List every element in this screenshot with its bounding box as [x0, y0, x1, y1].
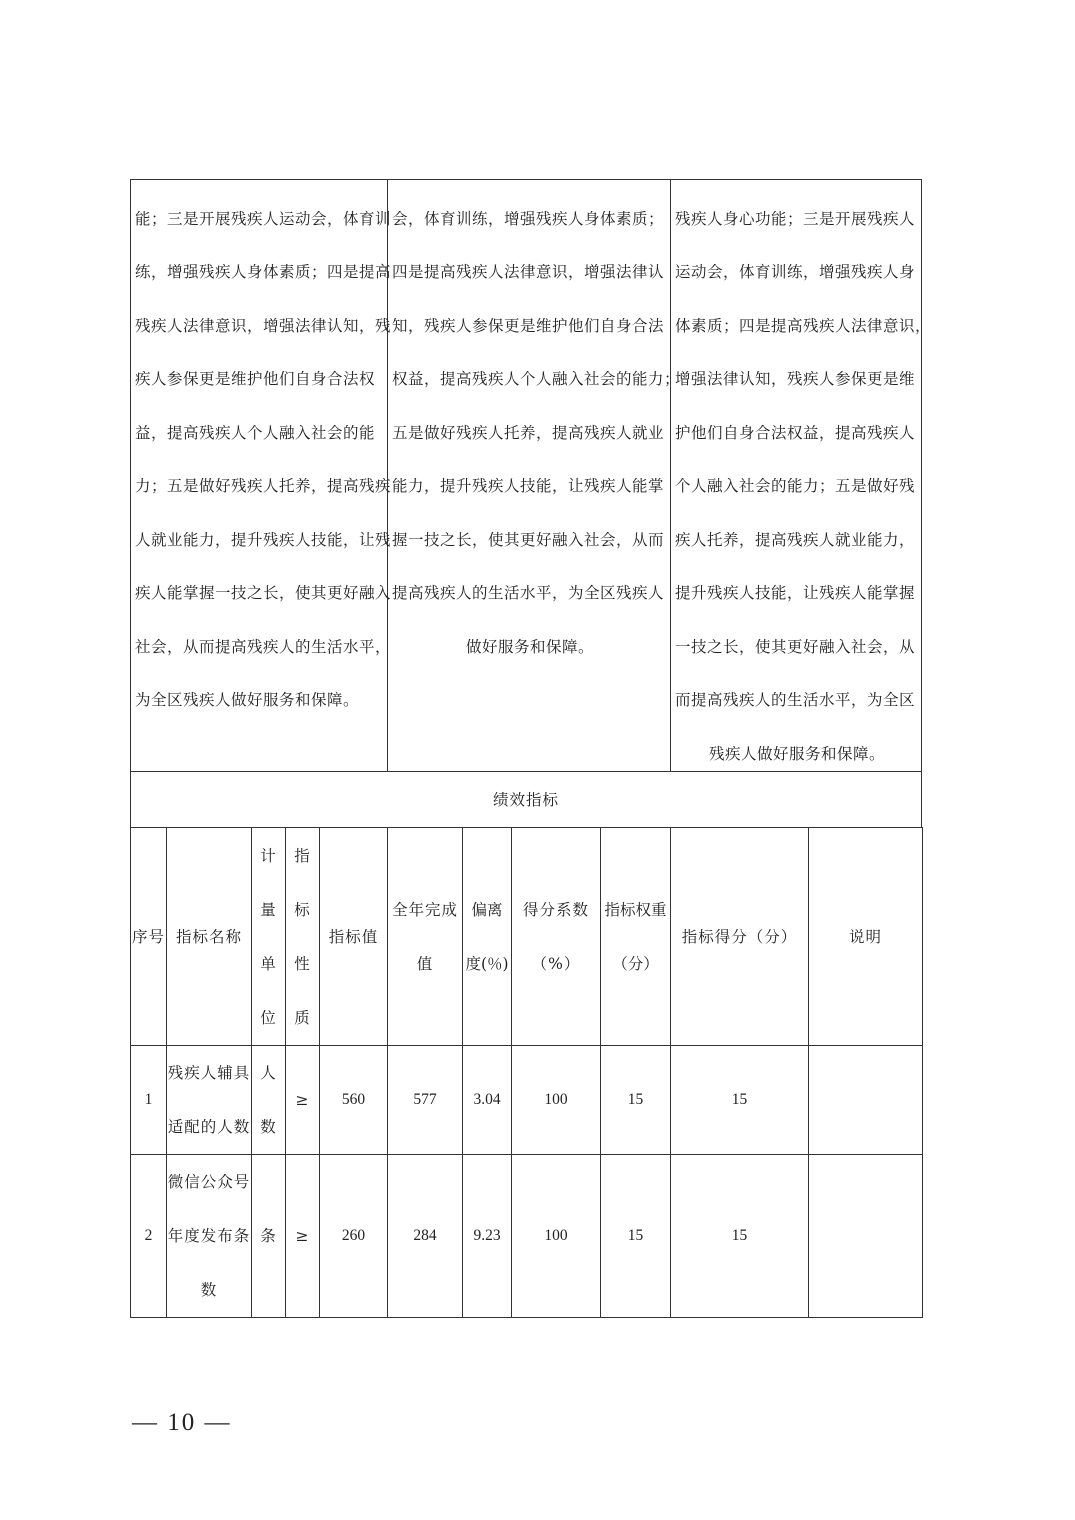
text-line: 练，增强残疾人身体素质；四是提高 [135, 263, 392, 281]
text-line: 残疾人做好服务和保障。 [708, 745, 885, 763]
header-line: 指标权重 [604, 900, 667, 919]
text-line: 四是提高残疾人法律意识，增强法律认 [392, 263, 665, 281]
header-line: 值 [416, 954, 434, 973]
header-char: 单 [260, 954, 277, 973]
header-char: 量 [260, 900, 277, 919]
header-line: 得分系数 [522, 900, 589, 919]
text-line: 社会，从而提高残疾人的生活水平， [135, 638, 392, 656]
cell-note [809, 1155, 923, 1318]
text-line: 力；五是做好残疾人托养，提高残疾 [135, 477, 392, 495]
header-indicator-name: 指标名称 [167, 828, 252, 1046]
table-row [131, 1046, 923, 1155]
header-unit [252, 828, 286, 1046]
table-row [131, 1155, 923, 1318]
text-line: 疾人能掌握一技之长，使其更好融入 [135, 584, 392, 602]
header-char: 性 [294, 954, 311, 973]
text-line: 能；三是开展残疾人运动会，体育训 [135, 210, 392, 228]
text-line: 提高残疾人的生活水平，为全区残疾人 [392, 584, 665, 602]
text-line: 能力，提升残疾人技能，让残疾人能掌 [392, 477, 665, 495]
cell-unit [252, 1046, 286, 1155]
description-column-1 [131, 180, 392, 772]
header-nature [286, 828, 320, 1046]
cell-target-value: 260 [320, 1155, 388, 1318]
cell-unit [252, 1155, 286, 1318]
text-line: 益，提高残疾人个人融入社会的能 [135, 424, 376, 442]
header-weight [601, 828, 671, 1046]
cell-char: 人 [260, 1064, 277, 1082]
text-line: 一技之长，使其更好融入社会，从 [675, 638, 916, 656]
header-char: 质 [294, 1008, 311, 1027]
cell-line: 适配的人数 [167, 1118, 251, 1136]
text-line: 权益，提高残疾人个人融入社会的能力； [392, 370, 681, 388]
cell-deviation: 3.04 [463, 1046, 512, 1155]
cell-line: 年度发布条 [167, 1227, 251, 1245]
cell-deviation: 9.23 [463, 1155, 512, 1318]
header-char: 指 [294, 846, 311, 865]
header-line: （分） [612, 954, 659, 973]
page-number: — 10 — [132, 1409, 232, 1436]
text-line: 知，残疾人参保更是维护他们自身合法 [392, 317, 665, 335]
cell-weight: 15 [601, 1046, 671, 1155]
cell-note [809, 1046, 923, 1155]
table-header-row [131, 828, 923, 1046]
cell-nature: ≥ [286, 1155, 320, 1318]
cell-weight: 15 [601, 1155, 671, 1318]
cell-seq: 2 [131, 1155, 167, 1318]
text-line: 为全区残疾人做好服务和保障。 [135, 691, 360, 709]
header-char: 标 [294, 900, 311, 919]
text-line: 而提高残疾人的生活水平，为全区 [675, 691, 916, 709]
header-char: 位 [260, 1008, 277, 1027]
text-line: 疾人参保更是维护他们自身合法权 [135, 370, 376, 388]
header-actual-value [388, 828, 463, 1046]
cell-char: 数 [260, 1118, 277, 1136]
header-score-coefficient [512, 828, 601, 1046]
text-line: 五是做好残疾人托养，提高残疾人就业 [392, 424, 665, 442]
text-line: 提升残疾人技能，让残疾人能掌握 [675, 584, 916, 602]
cell-indicator-name [167, 1155, 252, 1318]
text-line: 体素质；四是提高残疾人法律意识， [675, 317, 932, 335]
cell-line: 微信公众号 [167, 1173, 251, 1191]
header-line: 全年完成 [391, 900, 458, 919]
description-continuation-row [130, 179, 932, 771]
text-line: 运动会，体育训练，增强残疾人身 [675, 263, 916, 281]
cell-actual-value: 284 [388, 1155, 463, 1318]
cell-nature: ≥ [286, 1046, 320, 1155]
section-title: 绩效指标 [130, 771, 922, 828]
text-line: 做好服务和保障。 [465, 638, 594, 656]
header-char: 计 [260, 846, 277, 865]
text-line: 疾人托养，提高残疾人就业能力， [675, 531, 916, 549]
header-note: 说明 [809, 828, 923, 1046]
text-line: 握一技之长，使其更好融入社会，从而 [392, 531, 665, 549]
cell-target-value: 560 [320, 1046, 388, 1155]
text-line: 个人融入社会的能力；五是做好残 [675, 477, 916, 495]
header-indicator-score: 指标得分（分） [671, 828, 809, 1046]
header-target-value: 指标值 [320, 828, 388, 1046]
text-line: 护他们自身合法权益，提高残疾人 [675, 424, 916, 442]
text-line: 残疾人法律意识，增强法律认知，残 [135, 317, 392, 335]
performance-indicator-table [130, 827, 923, 1318]
header-line: 偏离 [471, 900, 503, 919]
cell-score-coefficient: 100 [512, 1046, 601, 1155]
description-column-3 [671, 180, 932, 772]
cell-score-coefficient: 100 [512, 1155, 601, 1318]
header-line: 度(％) [465, 954, 509, 973]
cell-indicator-score: 15 [671, 1155, 809, 1318]
cell-actual-value: 577 [388, 1046, 463, 1155]
text-line: 增强法律认知，残疾人参保更是维 [675, 370, 916, 388]
cell-indicator-name [167, 1046, 252, 1155]
header-seq: 序号 [131, 828, 167, 1046]
header-line: （%） [531, 954, 581, 973]
text-line: 会，体育训练，增强残疾人身体素质； [392, 210, 665, 228]
cell-line: 残疾人辅具 [167, 1064, 251, 1082]
cell-indicator-score: 15 [671, 1046, 809, 1155]
cell-line: 数 [200, 1281, 218, 1299]
text-line: 残疾人身心功能；三是开展残疾人 [675, 210, 916, 228]
header-deviation [463, 828, 512, 1046]
description-column-2 [388, 180, 681, 772]
text-line: 人就业能力，提升残疾人技能，让残 [135, 531, 392, 549]
cell-char: 条 [260, 1227, 277, 1245]
cell-seq: 1 [131, 1046, 167, 1155]
